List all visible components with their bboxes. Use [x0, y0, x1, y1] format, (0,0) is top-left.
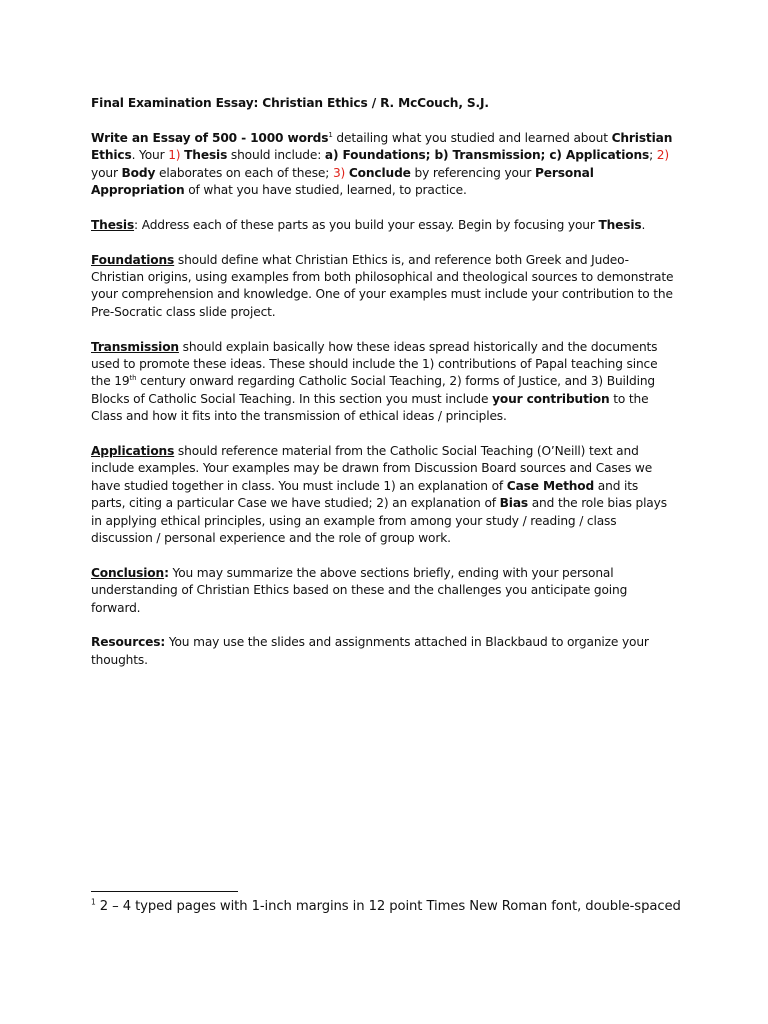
- ordinal-suffix: th: [129, 374, 137, 383]
- section-heading-applications: Applications: [91, 444, 175, 459]
- conclusion-paragraph: [91, 565, 676, 617]
- resources-text: You may use the slides and assignments attached in Blackbaud to organize your thoughts.: [91, 635, 649, 667]
- transmission-text: your contribution: [492, 391, 610, 406]
- item-number: 3): [332, 165, 346, 180]
- applications-text: Bias: [499, 496, 529, 511]
- thesis-text: .: [641, 217, 646, 232]
- item-number: 2): [656, 148, 670, 163]
- document-title: Final Examination Essay: Christian Ethics / R. McCouch, S.J.: [91, 96, 489, 110]
- intro-text: . Your: [131, 148, 169, 163]
- intro-text: Body: [121, 165, 156, 180]
- footnote-text: 2 – 4 typed pages with 1-inch margins in 12 point Times New Roman font, double-spaced: [95, 899, 681, 914]
- intro-text: detailing what you studied and learned about: [332, 130, 612, 145]
- intro-text: by referencing your: [410, 165, 536, 180]
- intro-text: ;: [649, 148, 657, 163]
- intro-text: your: [91, 165, 122, 180]
- item-number: 1): [168, 148, 181, 163]
- transmission-text: should explain basically how these ideas spread historically and the documents used to promote these ideas. These should include the 1) contributions of Papal teaching since the 19: [91, 339, 658, 389]
- intro-text: should include:: [227, 148, 325, 163]
- conclusion-text: You may summarize the above sections briefly, ending with your personal understanding of Christian Ethics based on these and the challenges you anticipate going forward.: [91, 565, 628, 615]
- section-heading-foundations: Foundations: [91, 252, 175, 267]
- applications-text: Case Method: [506, 478, 595, 493]
- section-heading-transmission: Transmission: [91, 339, 179, 354]
- intro-text: Personal Appropriation: [91, 165, 594, 198]
- section-heading-thesis: Thesis: [91, 217, 135, 232]
- section-heading-resources: Resources:: [91, 635, 166, 650]
- foundations-paragraph: [91, 252, 676, 322]
- footnote-ref: 1: [328, 130, 333, 139]
- intro-text: Write an Essay of 500 - 1000 words: [91, 130, 329, 145]
- applications-text: and the role bias plays in applying ethical principles, using an example from among your study / reading / class discussion / personal experience and the role of group work.: [91, 496, 667, 546]
- intro-text: Christian Ethics: [91, 130, 673, 163]
- intro-text: Thesis: [184, 148, 228, 163]
- foundations-text: should define what Christian Ethics is, and reference both Greek and Judeo-Christian origins, using examples from both philosophical and theological sources to demonstrate your comprehension and knowledge. One of your examples must include your contribution to the Pre-Socratic class slide project.: [91, 252, 674, 319]
- intro-text: a) Foundations; b) Transmission; c) Applications: [324, 148, 650, 163]
- footnote: [91, 898, 711, 915]
- applications-text: and its parts, citing a particular Case we have studied; 2) an explanation of: [91, 478, 639, 511]
- applications-paragraph: [91, 443, 676, 547]
- conclusion-colon: :: [164, 565, 169, 580]
- intro-text: Conclude: [348, 165, 411, 180]
- document-body: [91, 95, 676, 687]
- transmission-paragraph: [91, 339, 676, 426]
- transmission-text: century onward regarding Catholic Social Teaching, 2) forms of Justice, and 3) Building Blocks of Catholic Social Teaching. In this section you must include: [91, 374, 655, 406]
- footnote-mark: 1: [91, 897, 96, 907]
- intro-text: of what you have studied, learned, to practice.: [184, 183, 467, 198]
- transmission-text: to the Class and how it fits into the transmission of ethical ideas / principles.: [91, 391, 649, 424]
- section-heading-conclusion: Conclusion: [91, 565, 165, 580]
- footnote-separator: [91, 891, 238, 892]
- thesis-text: Thesis: [598, 217, 642, 232]
- resources-paragraph: [91, 634, 676, 669]
- thesis-text: : Address each of these parts as you build your essay. Begin by focusing your: [134, 217, 599, 232]
- applications-text: should reference material from the Catholic Social Teaching (O’Neill) text and include examples. Your examples may be drawn from Discussion Board sources and Cases we have studied together in class. You must include 1) an explanation of: [91, 444, 653, 493]
- intro-paragraph: [91, 130, 676, 200]
- intro-text: elaborates on each of these;: [155, 165, 333, 180]
- thesis-paragraph: [91, 217, 676, 234]
